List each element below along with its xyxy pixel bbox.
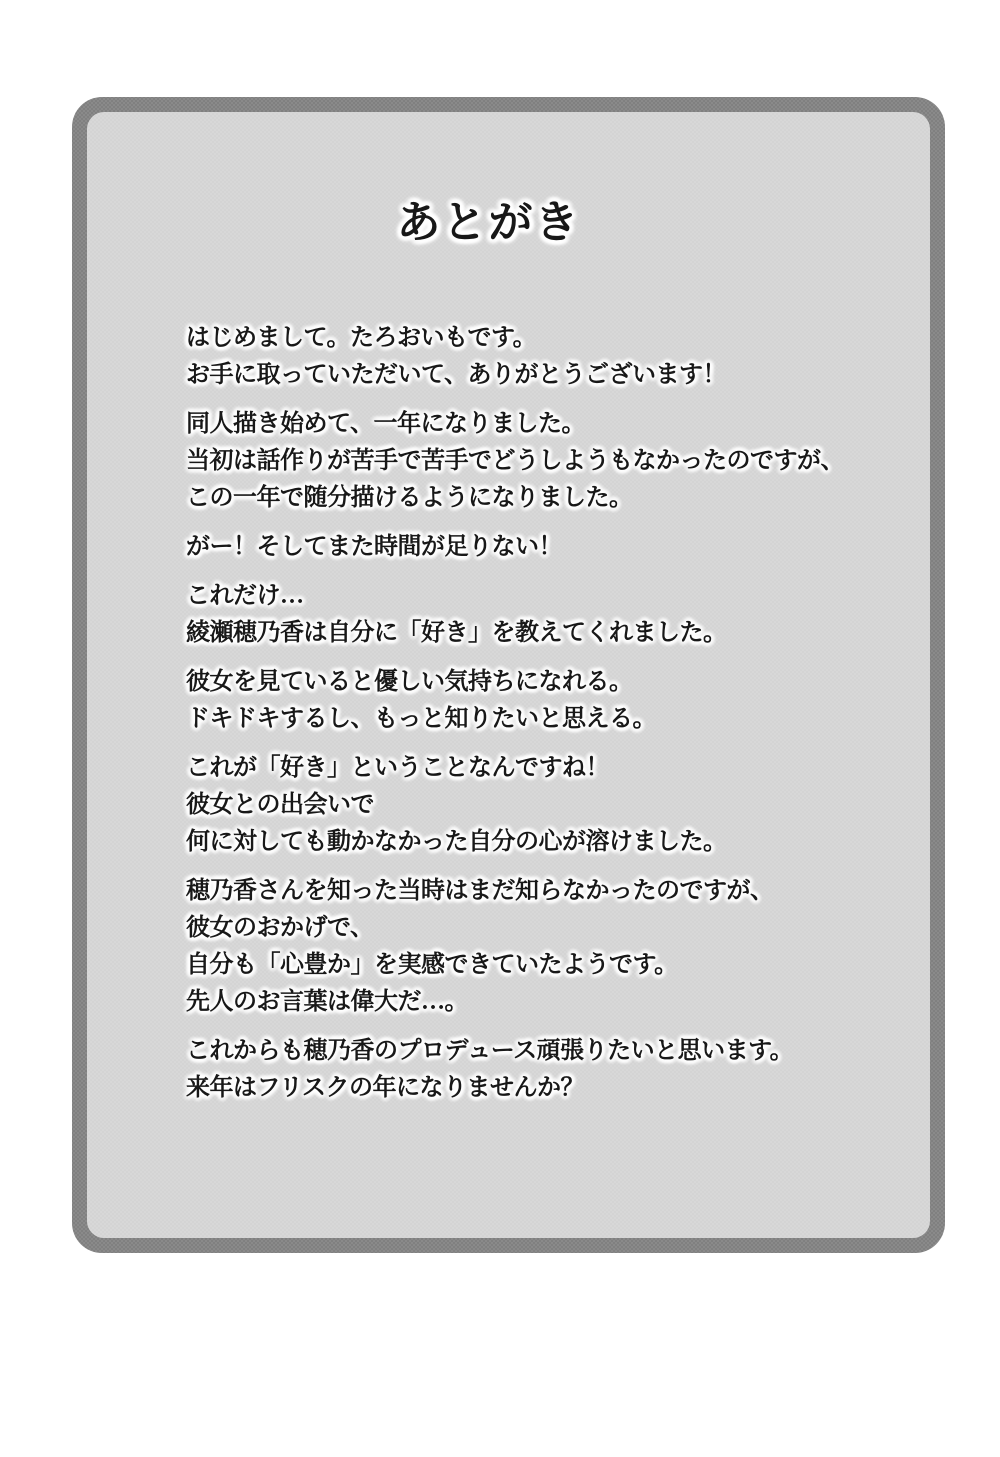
text-line: 来年はフリスクの年になりませんか？ xyxy=(186,1075,585,1101)
text-line: がー！そしてまた時間が足りない！ xyxy=(186,534,562,560)
text-line: 当初は話作りが苦手で苦手でどうしようもなかったのですが、 xyxy=(186,448,844,474)
text-line: 自分も「心豊か」を実感できていたようです。 xyxy=(186,952,678,978)
content-panel xyxy=(87,112,930,1238)
paragraph xyxy=(186,750,890,861)
text-line: 先人のお言葉は偉大だ…。 xyxy=(186,989,468,1015)
text-line: これだけ… xyxy=(186,583,304,609)
text-line: はじめまして。たろおいもです。 xyxy=(186,325,537,351)
page-frame xyxy=(72,97,945,1253)
paragraph xyxy=(186,320,890,394)
text-line: 綾瀬穂乃香は自分に「好き」を教えてくれました。 xyxy=(186,620,727,646)
text-line: 穂乃香さんを知った当時はまだ知らなかったのですが、 xyxy=(186,878,774,904)
paragraph xyxy=(186,873,890,1021)
page-title: あとがき xyxy=(396,198,581,247)
text-line: ドキドキするし、もっと知りたいと思える。 xyxy=(186,706,656,732)
paragraph xyxy=(186,664,890,738)
text-line: 彼女との出会いで xyxy=(186,792,374,818)
text-line: これからも穂乃香のプロデュース頑張りたいと思います。 xyxy=(186,1038,794,1064)
paragraph xyxy=(186,529,890,566)
text-line: 彼女を見ていると優しい気持ちになれる。 xyxy=(186,669,633,695)
text-line: 彼女のおかげで、 xyxy=(186,915,374,941)
text-line: これが「好き」ということなんですね！ xyxy=(186,755,609,781)
text-line: 同人描き始めて、一年になりました。 xyxy=(186,411,586,437)
text-line: 何に対しても動かなかった自分の心が溶けました。 xyxy=(186,829,727,855)
paragraph xyxy=(186,578,890,652)
text-line: お手に取っていただいて、ありがとうございます！ xyxy=(186,362,727,388)
paragraph xyxy=(186,406,890,517)
afterword-text xyxy=(186,320,890,1107)
text-line: この一年で随分描けるようになりました。 xyxy=(186,485,633,511)
paragraph xyxy=(186,1033,890,1107)
